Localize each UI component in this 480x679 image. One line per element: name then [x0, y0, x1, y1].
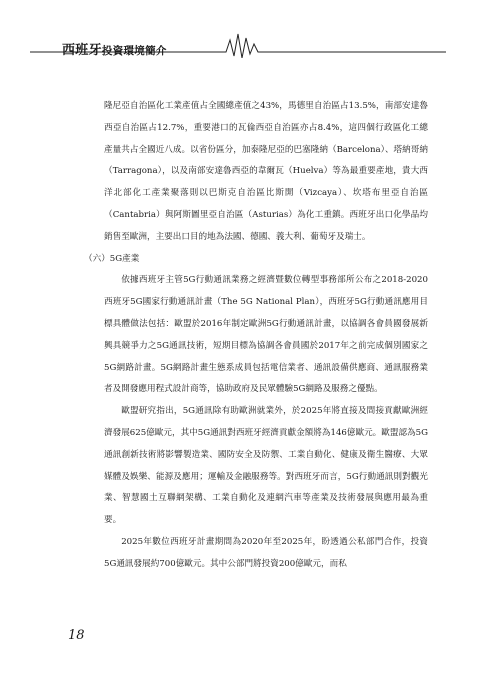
header-title-main: 西班牙 — [62, 43, 102, 58]
page-number: 18 — [68, 628, 85, 643]
header-title-sub: 投資環境簡介 — [101, 45, 167, 57]
section-heading-5g: （六）5G產業 — [84, 253, 140, 264]
body-text — [84, 96, 428, 576]
running-header — [30, 30, 446, 58]
paragraph-eu-research: 歐盟研究指出，5G通訊除有助歐洲就業外，於2025年將直接及間接貢獻歐洲經濟發展625億歐元，其中5G通訊對西班牙經濟貢獻金額將為146億歐元。歐盟認為5G通訊創新技術將影響製造業、國防安全及防禦、工業自動化、健康及衛生醫療、大眾媒體及娛樂、能源及應用；運輸及金融服務等。對西班牙而言，5G行動通訊則對觀光業、智慧國土互聯網架構、工業自動化及連網汽車等產業及技術發展與應用最為重要。 — [104, 406, 428, 526]
header-title — [62, 39, 167, 58]
paragraph-digital-spain: 2025年數位西班牙計畫期間為2020年至2025年，盼透過公私部門合作，投資5G通訊發展約700億歐元。其中公部門將投資200億歐元，而私 — [104, 536, 428, 569]
paragraph-chemical-regions: 隆尼亞自治區化工業產值占全國總產值之43%，馬德里自治區占13.5%，南部安達魯西亞自治區占12.7%，重要港口的瓦倫西亞自治區亦占8.4%，這四個行政區化工總產量共占全國近八成。以省份區分，加泰隆尼亞的巴塞隆納（Barcelona）、塔納哥納（Tarragona），以及南部安達魯西亞的韋爾瓦（Huelva）等為最重要產地，貴大西洋北部化工產業聚落則以巴斯克自治區比斯開（Vizcaya）、坎塔布里亞自治區（Cantabria）與阿斯圖里亞自治區（Asturias）為化工重鎮。西班牙出口化學品均銷售至歐洲，主要出口目的地為法國、德國、義大利、葡萄牙及瑞士。 — [104, 101, 428, 242]
paragraph-5g-plan: 依據西班牙主管5G行動通訊業務之經濟暨數位轉型事務部所公布之2018-2020西班牙5G國家行動通訊計畫（The 5G National Plan），西班牙5G行動通訊應用目標具體做法包括：歐盟於2016年制定歐洲5G行動通訊計畫，以協調各會員國發展新興具競爭力之5G通訊技術，短期目標為協調各會員國於2017年之前完成個別國家之5G網路計畫。5G網路計畫生態系成員包括電信業者、通訊設備供應商、通訊服務業者及開發應用程式設計商等，協助政府及民眾體驗5G網路及服務之優點。 — [104, 275, 428, 395]
